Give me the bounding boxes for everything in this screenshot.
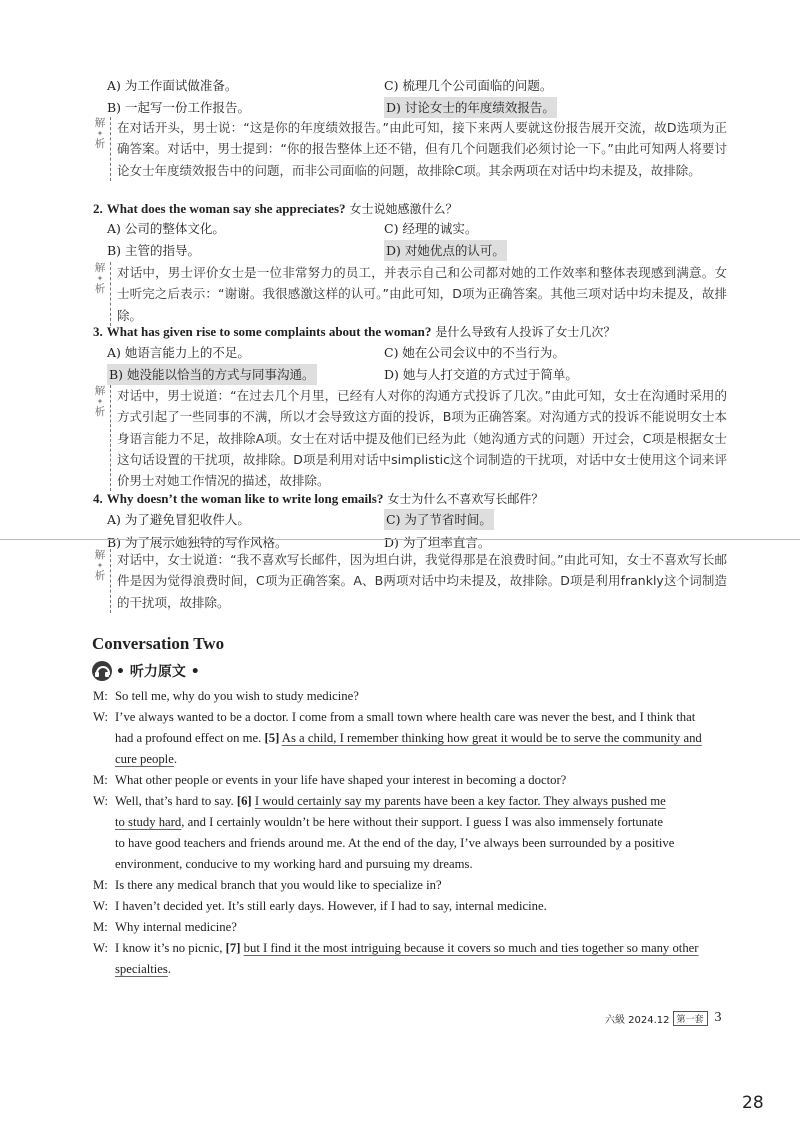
label-jie: 解 — [94, 385, 106, 397]
q2-option-b: B) 主管的指导。 — [107, 243, 201, 258]
q1-option-c: C) 梳理几个公司面临的问题。 — [384, 78, 553, 93]
underlined-answer: I would certainly say my parents have been a key factor. They always pushed me — [254, 794, 666, 808]
transcript-label: • 听力原文 • — [116, 664, 200, 680]
q4-question — [93, 489, 543, 509]
q2-number: 2. — [93, 201, 103, 216]
line-text: I’ve always wanted to be a doctor. I come from a small town where health care was never the best, and I think that — [115, 710, 696, 724]
q3-english: What has given rise to some complaints about the woman? — [106, 324, 432, 339]
speaker-m: M: — [93, 773, 108, 787]
dialogue-line — [93, 896, 721, 917]
speaker-m: M: — [93, 689, 108, 703]
q2-question — [93, 199, 458, 219]
q3-option-d: D) 她与人打交道的方式过于简单。 — [384, 367, 578, 382]
q4-analysis-block — [93, 549, 727, 615]
page-number: 28 — [742, 1093, 764, 1113]
label-xi: 析 — [94, 138, 106, 150]
q4-analysis-text: 对话中，女士说道：“我不喜欢写长邮件，因为坦白讲，我觉得那是在浪费时间。”由此可知，女士不喜欢写长邮件是因为觉得浪费时间，C项为正确答案。A、B两项对话中均未提及，故排除。D项是利用frankly这个词制造的干扰项，故排除。 — [110, 549, 727, 613]
underlined-answer: to study hard — [115, 815, 182, 829]
q4-english: Why doesn’t the woman like to write long emails? — [106, 491, 384, 506]
label-xi: 析 — [94, 406, 106, 418]
line-text: I know it’s no picnic, — [115, 941, 223, 955]
analysis-label — [93, 549, 107, 583]
dialogue-line — [93, 728, 721, 749]
label-xi: 析 — [94, 283, 106, 295]
q3-number: 3. — [93, 324, 103, 339]
dialogue-line — [93, 959, 721, 980]
question-marker: [5] — [264, 731, 280, 745]
q1-option-d: D) 讨论女士的年度绩效报告。 — [384, 97, 557, 118]
dialogue — [93, 686, 721, 980]
footer-page-num: 3 — [714, 1010, 722, 1025]
speaker-w: W: — [93, 710, 109, 724]
underlined-answer: but I find it the most intriguing because it covers so much and ties together so many other — [243, 941, 699, 955]
dialogue-line — [93, 875, 721, 896]
analysis-label — [93, 385, 107, 419]
underlined-answer: As a child, I remember thinking how great it would be to serve the community and — [281, 731, 702, 745]
footer-text: 六級 2024.12 — [605, 1014, 670, 1026]
headphones-icon — [92, 661, 112, 681]
label-dot: ✦ — [96, 397, 104, 406]
q1-option-b: B) 一起写一份工作报告。 — [107, 100, 251, 115]
label-dot: ✦ — [96, 274, 104, 283]
line-text — [115, 791, 666, 812]
line-text: What other people or events in your life have shaped your interest in becoming a doctor? — [115, 773, 567, 787]
line-text: , and I certainly wouldn’t be here without their support. I guess I was also immensely fortunate — [181, 815, 664, 829]
label-dot: ✦ — [96, 561, 104, 570]
q4-number: 4. — [93, 491, 103, 506]
q4-option-a: A) 为了避免冒犯收件人。 — [107, 512, 250, 527]
dialogue-line — [93, 686, 721, 707]
analysis-label — [93, 262, 107, 296]
q3-analysis-text: 对话中，男士说道：“在过去几个月里，已经有人对你的沟通方式投诉了几次。”由此可知，女士在沟通时采用的方式引起了一些同事的不满，所以才会导致这方面的投诉，B项为正确答案。对沟通方式的投诉不能说明女士本身语言能力不足，故排除A项。女士在对话中提及他们已经为此（她沟通方式的问题）开过会，C项是根据女士这句话设置的干扰项，故排除。D项是利用对话中simplistic这个词制造的干扰项，对话中女士使用这个词来评价男士对她工作情况的描述，故排除。 — [110, 385, 727, 491]
line-text: Well, that’s hard to say. — [115, 794, 234, 808]
page-footer — [605, 1010, 722, 1026]
q2-analysis-text: 对话中，男士评价女士是一位非常努力的员工，并表示自己和公司都对她的工作效率和整体表现感到满意。女士听完之后表示：“谢谢。我很感激这样的认可。”由此可知，D项为正确答案。其他三项对话中均未提及，故排除。 — [110, 262, 727, 326]
speaker-m: M: — [93, 920, 108, 934]
line-text — [115, 938, 699, 959]
analysis-label — [93, 117, 107, 151]
dialogue-line — [93, 749, 721, 770]
dialogue-line — [93, 917, 721, 938]
dialogue-line — [93, 707, 721, 728]
q1-analysis-block — [93, 117, 727, 205]
q2-analysis-block — [93, 262, 727, 326]
dialogue-line — [93, 812, 721, 833]
dialogue-line — [93, 854, 721, 875]
q3-chinese: 是什么导致有人投诉了女士几次？ — [435, 325, 616, 339]
q2-option-a: A) 公司的整体文化。 — [107, 221, 225, 236]
line-text: . — [173, 752, 177, 766]
label-jie: 解 — [94, 549, 106, 561]
q3-analysis-block — [93, 385, 727, 493]
dialogue-line — [93, 833, 721, 854]
underlined-answer: cure people — [115, 752, 174, 766]
underlined-answer: specialties — [115, 962, 168, 976]
q1-analysis-text: 在对话开头，男士说：“这是你的年度绩效报告。”由此可知，接下来两人要就这份报告展开交流，故D选项为正确答案。对话中，男士提到：“你的报告整体上还不错，但有几个问题我们必须讨论一下。”由此可知两人将要讨论女士年度绩效报告中的问题，而非公司面临的问题，故排除C项。其余两项在对话中均未提及，故排除。 — [110, 117, 727, 181]
footer-badge: 第一套 — [673, 1011, 708, 1026]
dialogue-line — [93, 938, 721, 959]
q2-option-d: D) 对她优点的认可。 — [384, 240, 507, 261]
line-text: to have good teachers and friends around me. At the end of the day, I’ve always been surrounded by a positive — [115, 836, 675, 850]
transcript-header — [92, 660, 200, 682]
label-jie: 解 — [94, 117, 106, 129]
speaker-w: W: — [93, 899, 109, 913]
q2-chinese: 女士说她感激什么？ — [349, 202, 458, 216]
line-text: So tell me, why do you wish to study medicine? — [115, 689, 359, 703]
line-text: I haven’t decided yet. It’s still early days. However, if I had to say, internal medicine. — [115, 899, 547, 913]
line-text: had a profound effect on me. — [115, 731, 262, 745]
q4-option-d: D) 为了坦率直言。 — [384, 535, 491, 550]
section-title: Conversation Two — [92, 634, 225, 653]
label-xi: 析 — [94, 570, 106, 582]
q3-option-a: A) 她语言能力上的不足。 — [107, 345, 250, 360]
q3-option-c: C) 她在公司会议中的不当行为。 — [384, 345, 565, 360]
q1-option-a: A) 为工作面试做准备。 — [107, 78, 238, 93]
question-marker: [6] — [236, 794, 252, 808]
q4-option-c: C) 为了节省时间。 — [384, 509, 494, 530]
line-text: Is there any medical branch that you would like to specialize in? — [115, 878, 442, 892]
dialogue-line — [93, 770, 721, 791]
line-text: Why internal medicine? — [115, 920, 237, 934]
q3-question — [93, 322, 615, 342]
q4-chinese: 女士为什么不喜欢写长邮件？ — [387, 492, 544, 506]
line-text: environment, conducive to my working hard and pursuing my dreams. — [115, 857, 473, 871]
speaker-m: M: — [93, 878, 108, 892]
q2-option-c: C) 经理的诚实。 — [384, 221, 478, 236]
line-text: . — [167, 962, 172, 976]
scan-fold-line — [0, 539, 800, 540]
dialogue-line — [93, 791, 721, 812]
q4-option-b: B) 为了展示她独特的写作风格。 — [107, 535, 288, 550]
q3-option-b: B) 她没能以恰当的方式与同事沟通。 — [107, 364, 317, 385]
q2-english: What does the woman say she appreciates? — [106, 201, 346, 216]
speaker-w: W: — [93, 794, 109, 808]
question-marker: [7] — [225, 941, 241, 955]
label-dot: ✦ — [96, 129, 104, 138]
label-jie: 解 — [94, 262, 106, 274]
speaker-w: W: — [93, 941, 109, 955]
